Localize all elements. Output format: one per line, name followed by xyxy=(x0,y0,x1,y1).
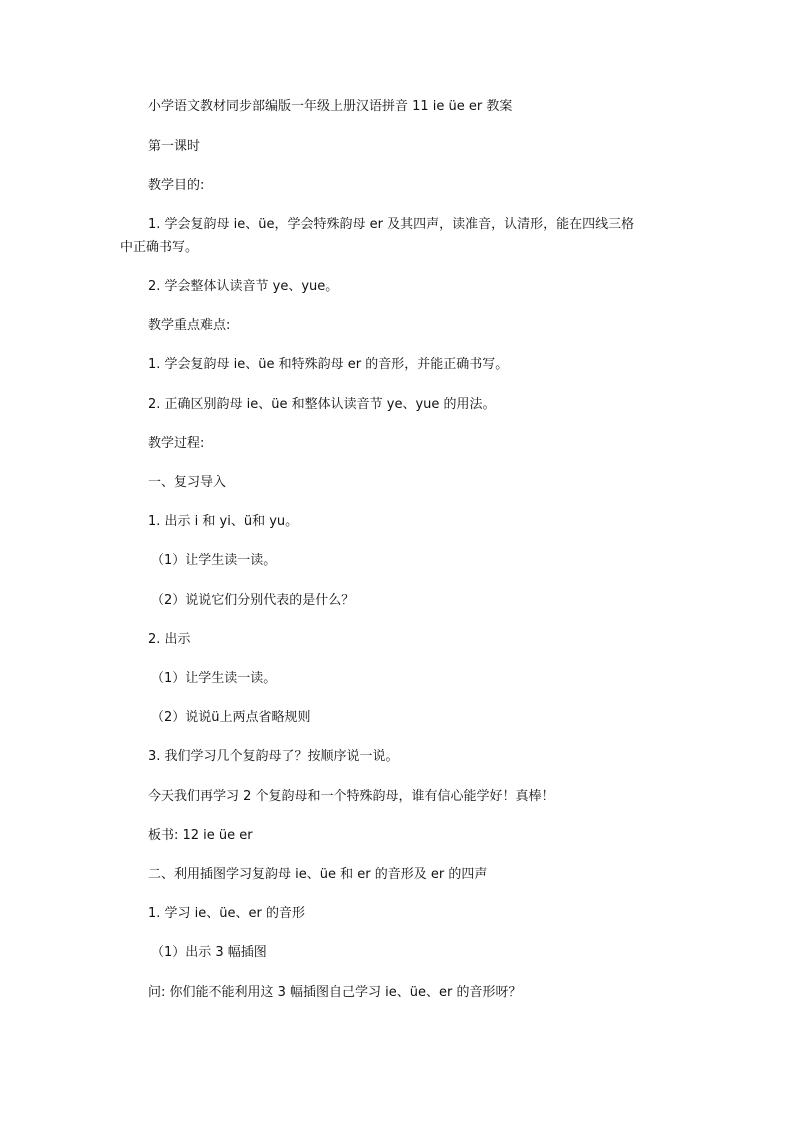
step-3: 3. 我们学习几个复韵母了？按顺序说一说。 xyxy=(148,749,399,764)
step-1: 1. 出示 i 和 yi、ü和 yu。 xyxy=(148,514,299,529)
process-heading: 教学过程: xyxy=(148,436,205,451)
step-1-b: （2）说说它们分别代表的是什么？ xyxy=(151,593,355,608)
key-point-1: 1. 学会复韵母 ie、üe 和特殊韵母 er 的音形，并能正确书写。 xyxy=(148,357,509,372)
step-2-b: （2）说说ü上两点省略规则 xyxy=(151,710,311,725)
step-2-a: （1）让学生读一读。 xyxy=(151,671,277,686)
section-2-heading: 二、利用插图学习复韵母 ie、üe 和 er 的音形及 er 的四声 xyxy=(148,867,488,882)
board-note: 板书: 12 ie üe er xyxy=(148,828,253,843)
section-1-heading: 一、复习导入 xyxy=(148,475,227,490)
goal-2: 2. 学会整体认读音节 ye、yue。 xyxy=(148,279,339,294)
intro-text: 今天我们再学习 2 个复韵母和一个特殊韵母，谁有信心能学好！真棒！ xyxy=(148,789,555,804)
key-points-heading: 教学重点难点: xyxy=(148,318,231,333)
section-2-step-1-a: （1）出示 3 幅插图 xyxy=(151,945,267,960)
section-2-step-1: 1. 学习 ie、üe、er 的音形 xyxy=(148,906,305,921)
step-1-a: （1）让学生读一读。 xyxy=(151,553,277,568)
goal-1-line-1: 1. 学会复韵母 ie、üe，学会特殊韵母 er 及其四声，读准音，认清形，能在四线三格 xyxy=(148,217,635,232)
question-text: 问: 你们能不能利用这 3 幅插图自己学习 ie、üe、er 的音形呀？ xyxy=(148,985,522,1000)
goals-heading: 教学目的: xyxy=(148,178,205,193)
goal-1-line-2: 中正确书写。 xyxy=(120,240,199,255)
document-title: 小学语文教材同步部编版一年级上册汉语拼音 11 ie üe er 教案 xyxy=(148,99,513,114)
step-2: 2. 出示 xyxy=(148,632,191,647)
key-point-2: 2. 正确区别韵母 ie、üe 和整体认读音节 ye、yue 的用法。 xyxy=(148,397,496,412)
lesson-label: 第一课时 xyxy=(148,139,201,154)
